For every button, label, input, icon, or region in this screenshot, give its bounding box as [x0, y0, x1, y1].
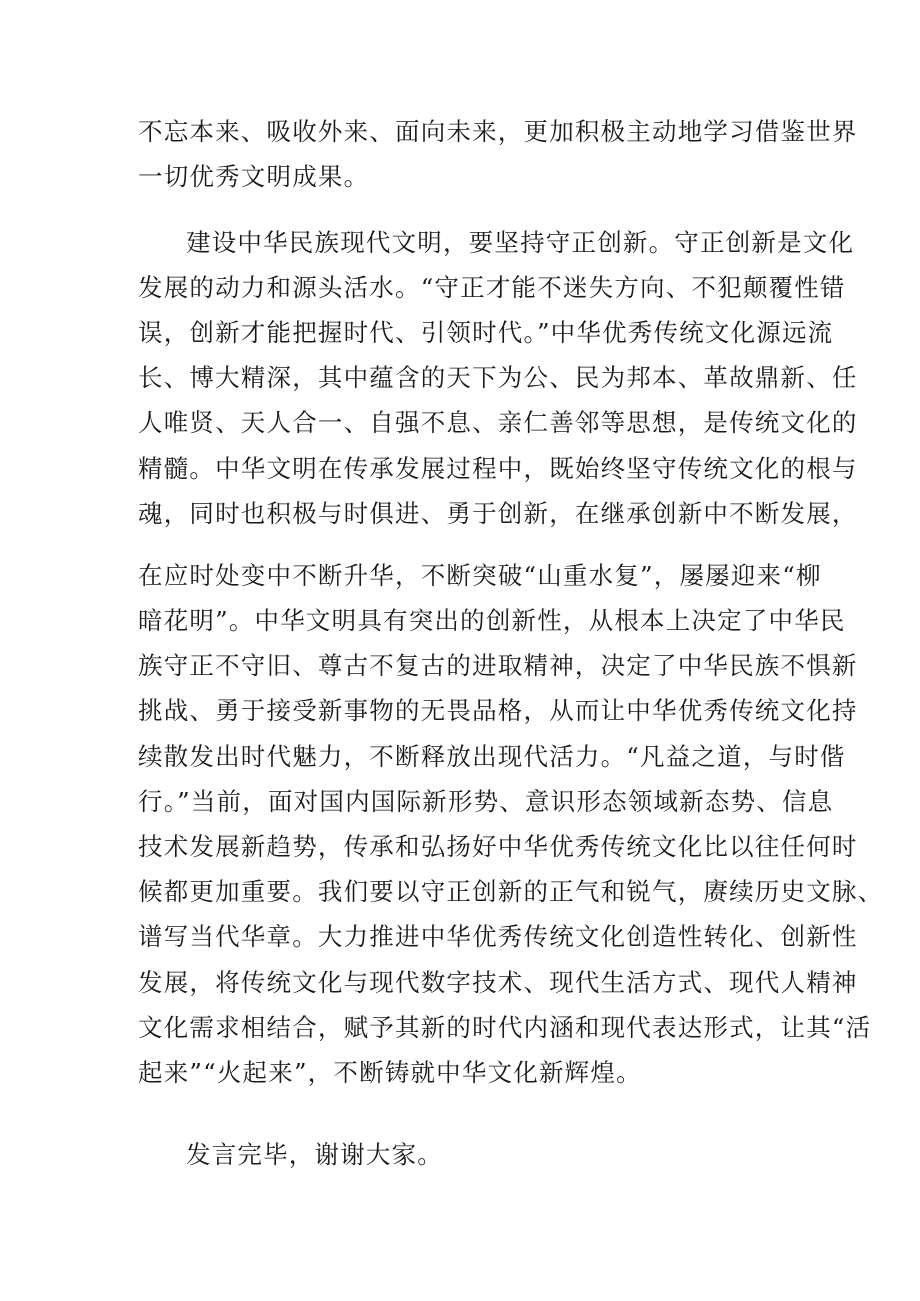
paragraph-line: 文化需求相结合，赋予其新的时代内涵和现代表达形式，让其“活	[138, 1013, 872, 1042]
paragraph-line: 续散发出时代魅力，不断释放出现代活力。“凡益之道，与时偕	[138, 742, 846, 771]
paragraph-line: 不忘本来、吸收外来、面向未来，更加积极主动地学习借鉴世界	[138, 117, 858, 146]
paragraph-line: 误，创新才能把握时代、引领时代。”中华优秀传统文化源远流	[138, 318, 834, 347]
paragraph-line: 发展，将传统文化与现代数字技术、现代生活方式、现代人精神	[138, 968, 858, 997]
paragraph-line: 一切优秀文明成果。	[138, 162, 370, 191]
paragraph-line: 行。”当前，面对国内国际新形势、意识形态领域新态势、信息	[138, 787, 834, 816]
paragraph-line: 在应时处变中不断升华，不断突破“山重水复”，屡屡迎来“柳	[138, 561, 822, 590]
paragraph-line: 技术发展新趋势，传承和弘扬好中华优秀传统文化比以往任何时	[138, 832, 858, 861]
paragraph-line: 人唯贤、天人合一、自强不息、亲仁善邻等思想，是传统文化的	[138, 408, 858, 437]
paragraph-line: 发展的动力和源头活水。“守正才能不迷失方向、不犯颠覆性错	[138, 273, 846, 302]
paragraph-line: 起来”“火起来”，不断铸就中华文化新辉煌。	[138, 1058, 642, 1087]
paragraph-line: 谱写当代华章。大力推进中华优秀传统文化创造性转化、创新性	[138, 922, 858, 951]
paragraph-line: 长、博大精深，其中蕴含的天下为公、民为邦本、革故鼎新、任	[138, 363, 858, 392]
paragraph-line: 建设中华民族现代文明，要坚持守正创新。守正创新是文化	[186, 228, 855, 257]
paragraph-line: 挑战、勇于接受新事物的无畏品格，从而让中华优秀传统文化持	[138, 696, 858, 725]
closing-remark: 发言完毕，谢谢大家。	[186, 1140, 443, 1169]
paragraph-line: 魂，同时也积极与时俱进、勇于创新，在继承创新中不断发展，	[138, 499, 858, 528]
paragraph-line: 族守正不守旧、尊古不复古的进取精神，决定了中华民族不惧新	[138, 651, 858, 680]
paragraph-line: 精髓。中华文明在传承发展过程中，既始终坚守传统文化的根与	[138, 454, 858, 483]
paragraph-line: 暗花明”。中华文明具有突出的创新性，从根本上决定了中华民	[138, 606, 846, 635]
paragraph-line: 候都更加重要。我们要以守正创新的正气和锐气，赓续历史文脉、	[138, 877, 884, 906]
